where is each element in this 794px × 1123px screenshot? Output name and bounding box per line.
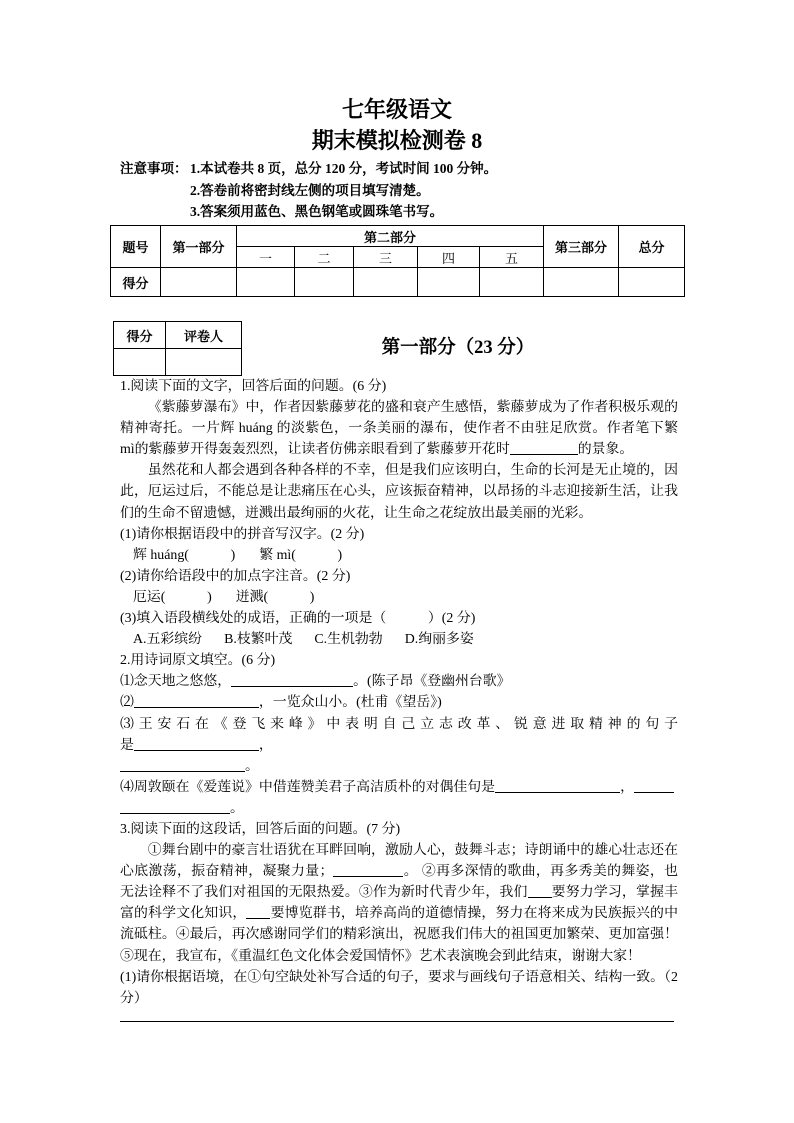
q1-sub2-answer-2: 迸溅( ) (235, 589, 315, 605)
q1-sub1-answer-2: 繁 mì( ) (259, 547, 343, 563)
q1-sub1-answers (120, 545, 678, 566)
score-cell-section-1 (237, 268, 295, 297)
q1-stem: 1.阅读下面的文字，回答后面的问题。(6 分) (120, 379, 387, 394)
score-cell-section-5 (480, 268, 544, 297)
grader-box-score-label: 得分 (114, 322, 166, 349)
q2-item-4 (120, 777, 678, 798)
row-label-score: 得分 (111, 268, 161, 297)
header-total: 总分 (619, 226, 685, 268)
notice-label: 注意事项： (120, 161, 188, 176)
q3-passage-text-3: 要努力学习，掌握丰富的科学文化知识， (120, 885, 678, 922)
grader-box-grader-label: 评卷人 (166, 322, 242, 349)
q2-item-4-blank-2-end (120, 802, 230, 814)
q1-sub1-answer-1: 辉 huáng( ) (133, 547, 236, 563)
q2-item-4-blank-2-start (634, 781, 674, 793)
q1-passage-text-end: 的景象。 (577, 442, 634, 458)
q1-sub3-option-d: D.绚丽多姿 (404, 632, 474, 648)
score-cell-part3 (544, 268, 619, 297)
header-part2-section-2: 二 (295, 247, 354, 268)
q2-item-1-source: 。(陈子昂《登幽州台歌》 (353, 674, 511, 690)
q3-passage-blank-3 (246, 907, 270, 919)
q1-sub2-answers (120, 587, 678, 608)
q2-item-3-period: 。 (245, 758, 259, 774)
q1-sub3-option-a: A.五彩缤纷 (133, 632, 203, 648)
grader-box (113, 321, 242, 376)
q2-item-2-blank (134, 696, 259, 708)
q3-passage-blank-2 (528, 886, 552, 898)
q3-sub1-answer-line (120, 1021, 674, 1022)
q1-sub2-answer-1: 厄运( ) (133, 589, 212, 605)
q2-item-1-text: ⑴念天地之悠悠， (120, 674, 232, 690)
notice-item-1: 1.本试卷共 8 页，总分 120 分，考试时间 100 分钟。 (190, 161, 498, 176)
q3-stem: 3.阅读下面的这段话，回答后面的问题。(7 分) (120, 821, 401, 837)
grader-box-score-cell (114, 349, 166, 376)
q1-sub3-options (120, 629, 678, 650)
q1-sub3-prompt: (3)填入语段横线处的成语，正确的一项是（ ）(2 分) (120, 611, 476, 627)
q2-item-1-blank (231, 675, 353, 687)
score-table (110, 225, 685, 297)
exam-subject-title: 七年级语文 (341, 97, 452, 122)
q2-item-3-prompt-end: 是 (120, 737, 134, 753)
header-question-no: 题号 (111, 226, 161, 268)
q1-sub2-prompt: (2)请你给语段中的加点字注音。(2 分) (120, 568, 351, 584)
exam-notice (120, 158, 497, 223)
q2-item-3-blank-2 (120, 760, 245, 772)
header-part1: 第一部分 (161, 226, 237, 268)
q3-passage (120, 840, 678, 967)
header-part2-section-5: 五 (480, 247, 544, 268)
q2-item-4-blank-1 (495, 781, 620, 793)
header-part2: 第二部分 (237, 226, 544, 247)
score-cell-section-4 (418, 268, 480, 297)
q2-item-3-line-2 (120, 735, 678, 756)
q3-sub1-prompt: (1)请你根据语境，在①句空缺处补写合适的句子，要求与画线句子语意相关、结构一致。（2 分） (120, 969, 678, 1006)
header-part2-section-1: 一 (237, 247, 295, 268)
q3-passage-text-2: 。 ②再多深情的歌曲，再多秀美的舞姿，也无法诠释不了我们对祖国的无限热爱。③作为新时代青少年，我们 (120, 864, 678, 901)
score-cell-total (619, 268, 685, 297)
notice-list (190, 158, 497, 223)
q2-item-2-text: ，一览众山小。(杜甫《望岳》) (258, 695, 442, 711)
q2-item-3-blank-1 (134, 739, 259, 751)
header-part3: 第三部分 (544, 226, 619, 268)
notice-item-2: 2.答卷前将密封线左侧的项目填写清楚。 (190, 182, 430, 198)
q2-item-4-line-2 (120, 798, 678, 819)
q2-item-3-line-3 (120, 756, 678, 777)
grader-box-grader-cell (166, 349, 242, 376)
exam-paper-title: 期末模拟检测卷 8 (311, 128, 483, 153)
header-part2-section-3: 三 (354, 247, 418, 268)
header-part2-section-4: 四 (418, 247, 480, 268)
q2-item-3-prompt: ⑶王安石在《登飞来峰》中表明自己立志改革、锐意进取精神的句子 (120, 716, 678, 732)
q3-passage-text-1: ①舞台剧中的豪言壮语犹在耳畔回响，激励人心，鼓舞斗志；诗朗诵中的雄心壮志还在心底激荡，振奋精神，凝聚力量； (120, 843, 678, 880)
q1-sub3-option-b: B.枝繁叶茂 (224, 632, 293, 648)
q2-item-3-comma: ， (258, 737, 273, 753)
q3-passage-text-4: 要博览群书，培养高尚的道德情操，努力在将来成为民族振兴的中流砥柱。④最后，再次感谢同学们的精彩演出，祝愿我们伟大的祖国更加繁荣、更加富强！⑤现在，我宣布，《重温红色文化体会爱国情怀》艺术表演晚会到此结束，谢谢大家！ (120, 906, 678, 964)
score-cell-part1 (161, 268, 237, 297)
q1-sub1-prompt: (1)请你根据语段中的拼音写汉字。(2 分) (120, 526, 365, 542)
q2-item-4-period: 。 (230, 800, 244, 816)
notice-item-3: 3.答案须用蓝色、黑色钢笔或圆珠笔书写。 (190, 204, 444, 219)
score-cell-section-2 (295, 268, 354, 297)
q2-item-4-text: ⑷周敦颐在《爱莲说》中借莲赞美君子高洁质朴的对偶佳句是 (120, 779, 496, 795)
q1-passage-text: 《紫藤萝瀑布》中，作者因紫藤萝花的盛和衰产生感悟，紫藤萝成为了作者积极乐观的精神寄托。一片辉 huáng 的淡紫色，一条美丽的瀑布，使作者不由驻足欣赏。作者笔下繁 mì的紫藤萝开得轰轰烈烈，让读者仿佛亲眼看到了紫藤萝开花时 (120, 400, 678, 458)
q2-stem: 2.用诗词原文填空。(6 分) (120, 653, 276, 669)
q1-sub3-option-c: C.生机勃勃 (314, 632, 383, 648)
score-cell-section-3 (354, 268, 418, 297)
q2-item-1 (120, 671, 678, 692)
part1-content (120, 376, 678, 1022)
q1-passage-blank (510, 443, 578, 455)
q3-passage-blank-1 (333, 865, 403, 877)
q2-item-2 (120, 692, 678, 713)
q1-passage-paragraph-1 (120, 397, 678, 460)
q2-item-4-comma: ， (620, 779, 634, 795)
part1-heading: 第一部分（23 分） (381, 338, 535, 358)
q1-passage-paragraph-2: 虽然花和人都会遇到各种各样的不幸，但是我们应该明白，生命的长河是无止境的，因此，厄运过后，不能总是让悲痛压在心头，应该振奋精神，以昂扬的斗志迎接新生活，让我们的生命不留遗憾，迸溅出最绚丽的火花，让生命之花绽放出最美丽的光彩。 (120, 463, 678, 521)
q2-item-2-number: ⑵ (120, 695, 134, 711)
